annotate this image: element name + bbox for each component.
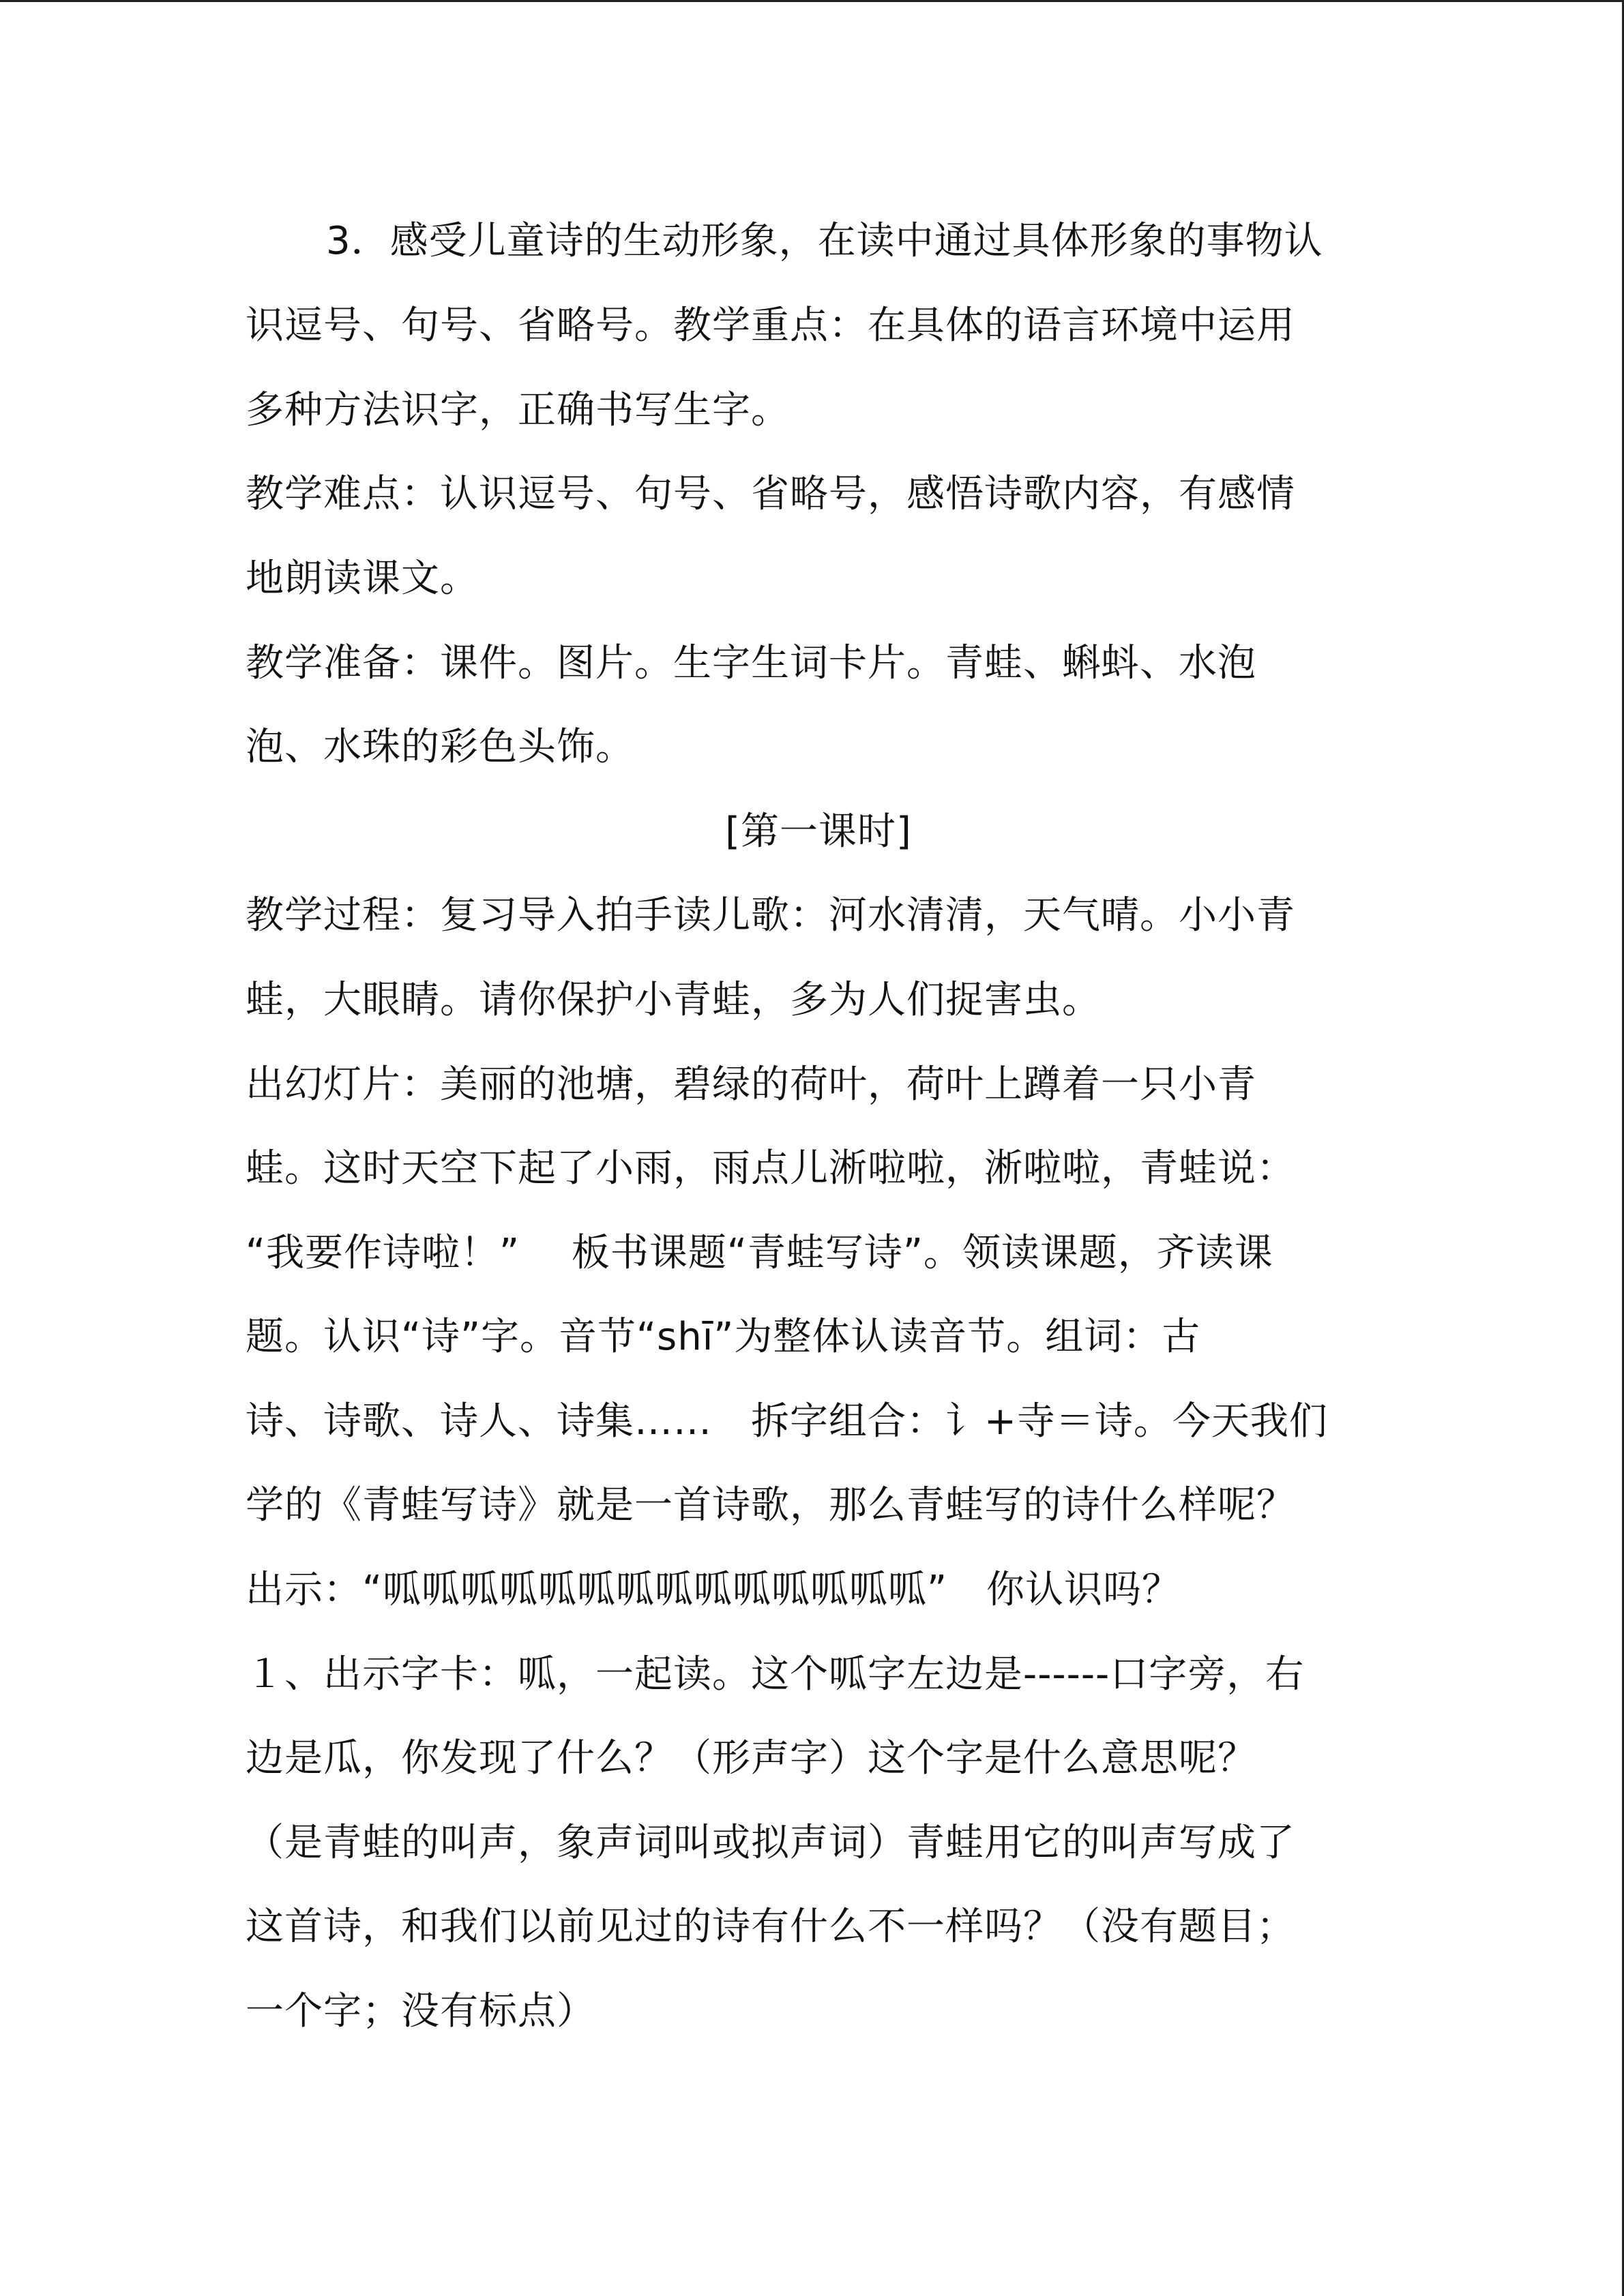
text-line: 边是瓜，你发现了什么？（形声字）这个字是什么意思呢？	[246, 1736, 1256, 1780]
text-line: 学的《青蛙写诗》就是一首诗歌，那么青蛙写的诗什么样呢？	[246, 1483, 1295, 1527]
paragraph-objective-3: 3．感受儿童诗的生动形象，在读中通过具体形象的事物认	[326, 219, 1323, 263]
text-line: 一个字；没有标点）	[246, 1989, 595, 2033]
text-line: 泡、水珠的彩色头饰。	[246, 725, 634, 769]
text-line: 地朗读课文。	[246, 556, 479, 601]
text-line: 多种方法识字，正确书写生字。	[246, 388, 790, 432]
text-line: 题。认识“诗”字。音节“shī”为整体认读音节。组词：古	[246, 1315, 1201, 1359]
text-line: （是青蛙的叫声，象声词叫或拟声词）青蛙用它的叫声写成了	[246, 1821, 1295, 1865]
paragraph-preparation: 教学准备：课件。图片。生字生词卡片。青蛙、蝌蚪、水泡	[246, 641, 1256, 685]
page-border-top	[0, 0, 1624, 2]
paragraph-step-1: １、出示字卡：呱，一起读。这个呱字左边是------口字旁，右	[246, 1652, 1305, 1697]
paragraph-slides: 出幻灯片：美丽的池塘，碧绿的荷叶，荷叶上蹲着一只小青	[246, 1062, 1256, 1107]
paragraph-show: 出示：“呱呱呱呱呱呱呱呱呱呱呱呱呱呱” 你认识吗？	[246, 1568, 1181, 1612]
section-heading: [第一课时]	[725, 809, 912, 854]
text-line: “我要作诗啦！” 板书课题“青蛙写诗”。领读课题，齐读课	[246, 1231, 1273, 1275]
text-line: 诗、诗歌、诗人、诗集…… 拆字组合：讠+寺＝诗。今天我们	[246, 1399, 1328, 1444]
text-line: 识逗号、句号、省略号。教学重点：在具体的语言环境中运用	[246, 303, 1295, 348]
paragraph-difficulties: 教学难点：认识逗号、句号、省略号，感悟诗歌内容，有感情	[246, 472, 1295, 516]
text-line: 蛙。这时天空下起了小雨，雨点儿淅啦啦，淅啦啦，青蛙说：	[246, 1146, 1295, 1191]
paragraph-process: 教学过程：复习导入拍手读儿歌：河水清清，天气晴。小小青	[246, 893, 1295, 938]
text-line: 蛙，大眼睛。请你保护小青蛙，多为人们捉害虫。	[246, 978, 1101, 1022]
text-line: 这首诗，和我们以前见过的诗有什么不一样吗？（没有题目；	[246, 1905, 1295, 1949]
